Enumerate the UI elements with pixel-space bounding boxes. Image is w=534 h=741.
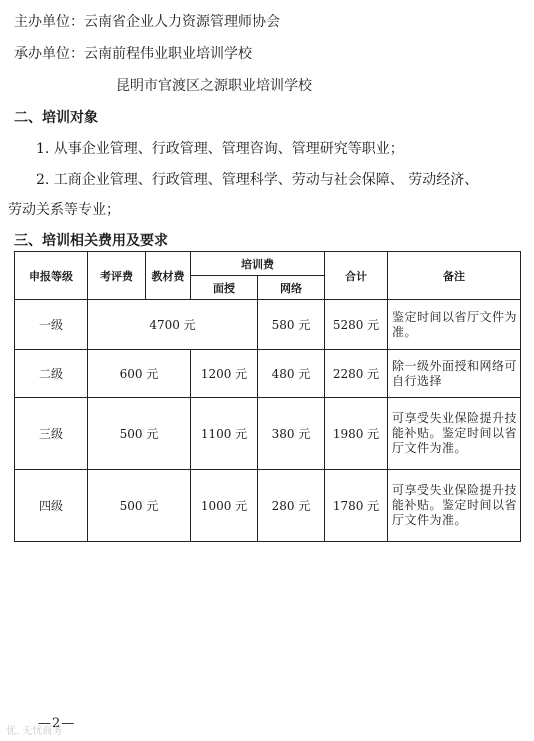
header-exam-fee: 考评费 (88, 252, 146, 300)
section-2-item-1: 1. 从事企业管理、行政管理、管理咨询、管理研究等职业； (36, 141, 404, 157)
section-3-title: 三、培训相关费用及要求 (14, 233, 168, 249)
header-row-1 (15, 252, 521, 276)
cell-exam-material: 500 元 (88, 398, 191, 470)
host-label: 主办单位： (14, 14, 84, 30)
cell-in-person: 1200 元 (191, 350, 258, 398)
cell-online: 480 元 (258, 350, 325, 398)
header-online: 网络 (258, 276, 325, 300)
cell-level: 四级 (15, 470, 88, 542)
section-2-item-2-cont: 劳动关系等专业； (8, 202, 120, 218)
watermark: 优. 无忧商务 (6, 726, 63, 737)
cell-remarks: 除一级外面授和网络可自行选择 (388, 350, 521, 398)
table-row (15, 300, 521, 350)
header-in-person: 面授 (191, 276, 258, 300)
cell-level: 三级 (15, 398, 88, 470)
header-remarks: 备注 (388, 252, 521, 300)
section-2-item-2: 2. 工商企业管理、行政管理、管理科学、劳动与社会保障、 劳动经济、 (36, 172, 479, 188)
table-row (15, 398, 521, 470)
organizer-line (14, 45, 252, 63)
organizer-value-1: 云南前程伟业职业培训学校 (84, 46, 252, 62)
organizer-line-2 (116, 77, 312, 95)
table-row (15, 350, 521, 398)
organizer-value-2: 昆明市官渡区之源职业培训学校 (116, 78, 312, 94)
cell-in-person: 1000 元 (191, 470, 258, 542)
cell-in-person: 1100 元 (191, 398, 258, 470)
page-number: —2— (38, 716, 76, 731)
cell-online: 580 元 (258, 300, 325, 350)
cell-level: 二级 (15, 350, 88, 398)
host-line (14, 13, 280, 31)
cell-exam-material: 600 元 (88, 350, 191, 398)
fee-table (14, 251, 521, 542)
cell-exam-material: 500 元 (88, 470, 191, 542)
cell-exam-material-training: 4700 元 (88, 300, 258, 350)
cell-online: 280 元 (258, 470, 325, 542)
header-level: 申报等级 (15, 252, 88, 300)
cell-total: 1980 元 (325, 398, 388, 470)
header-training-fee: 培训费 (191, 252, 325, 276)
cell-total: 2280 元 (325, 350, 388, 398)
cell-online: 380 元 (258, 398, 325, 470)
cell-level: 一级 (15, 300, 88, 350)
cell-total: 1780 元 (325, 470, 388, 542)
organizer-label: 承办单位： (14, 46, 84, 62)
section-2-title: 二、培训对象 (14, 110, 98, 126)
host-value: 云南省企业人力资源管理师协会 (84, 14, 280, 30)
cell-remarks: 可享受失业保险提升技能补贴。鉴定时间以省厅文件为准。 (388, 398, 521, 470)
header-material-fee: 教材费 (146, 252, 191, 300)
header-total: 合计 (325, 252, 388, 300)
cell-total: 5280 元 (325, 300, 388, 350)
cell-remarks: 可享受失业保险提升技能补贴。鉴定时间以省厅文件为准。 (388, 470, 521, 542)
table-row (15, 470, 521, 542)
cell-remarks: 鉴定时间以省厅文件为准。 (388, 300, 521, 350)
